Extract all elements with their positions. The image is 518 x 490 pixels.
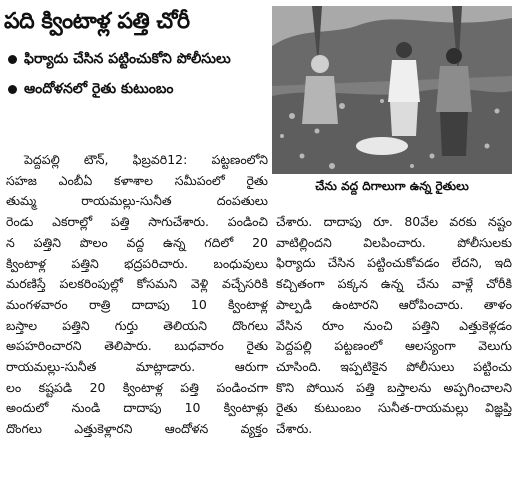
bullet-item (4, 48, 266, 70)
farmers-photo (272, 6, 512, 174)
bullet-list (4, 48, 266, 108)
body-line: కొని పోయిన పత్తి బస్తాలను అప్పగించాలని (276, 379, 512, 395)
body-line: రాయమల్లు-సునీత మాట్లాడారు. ఆరుగా (6, 359, 268, 375)
body-line: వాటిల్లిందని విలపించారు. పోలీసులకు (276, 234, 512, 250)
article-body-left-column (6, 150, 268, 440)
headline: పది క్వింటాళ్ల పత్తి చోరీ (4, 9, 190, 34)
body-line: దొంగలు ఎత్తుకెళ్లారని ఆందోళన వ్యక్తం (6, 421, 268, 437)
body-line: సహజ ఎంబీఏ కళాశాల సమీపంలో రైతు (6, 172, 268, 188)
body-line: పెద్దపల్లి పట్టణంలో ఆలస్యంగా వెలుగు (276, 338, 512, 354)
bullet-item (4, 78, 266, 100)
body-line: అపహరించారని తెలిపారు. బుధవారం రైతు (6, 338, 268, 354)
body-line: రైతు కుటుంబం సునీత-రాయమల్లు విజ్ఞప్తి (276, 400, 512, 416)
bullet-dot-icon (8, 85, 17, 94)
body-line: చేశారు. దాదాపు రూ. 80వేల వరకు నష్టం (276, 214, 512, 229)
body-line: న పత్తిని పొలం వద్ద ఉన్న గదిలో 20 (6, 234, 268, 250)
body-line: బస్తాల పత్తిని గుర్తు తెలియని దొంగలు (6, 317, 268, 333)
bullet-dot-icon (8, 55, 17, 64)
bullet-text: ఆందోళనలో రైతు కుటుంబం (24, 81, 174, 97)
body-line: మరణిస్తే పలకరింపుల్లో కోసమని వెళ్లి వచ్చేసరికి (6, 276, 268, 292)
body-line: క్వింటాళ్ల పత్తిని భద్రపరిచారు. బంధువులు (6, 255, 268, 271)
body-line: చూసింది. ఇప్పటికైన పోలీసులు పట్టించు (276, 358, 512, 374)
body-line: పెద్దపల్లి టౌన్, ఫిబ్రవరి12: పట్టణంలోని (24, 152, 268, 167)
body-line: కచ్చితంగా పక్కన ఉన్న చేను వాళ్లే చోరీకి (276, 276, 512, 292)
article-body-right-column (276, 212, 512, 440)
body-line: పాల్పడి ఉంటారని ఆరోపించారు. తాళం (276, 296, 512, 312)
body-line: అందులో నుండి దాదాపు 10 క్వింటాళ్లు (6, 400, 268, 416)
body-line: తుమ్మ రాయమల్లు-సునీత దంపతులు (6, 193, 268, 209)
bullet-text: ఫిర్యాదు చేసిన పట్టించుకోని పోలీసులు (24, 51, 231, 67)
body-line: చేశారు. (276, 421, 313, 437)
body-line: లం కష్టపడి 20 క్వింటాళ్ల పత్తి పండించగా (6, 379, 268, 395)
body-line: మంగళవారం రాత్రి దాదాపు 10 క్వింటాళ్ల (6, 296, 268, 312)
body-line: ఫిర్యాదు చేసిన పట్టించుకోవడం లేదని, ఇది (276, 255, 512, 271)
farmers-field-image (272, 6, 512, 174)
photo-caption: చేను వద్ద దిగాలుగా ఉన్న రైతులు (315, 179, 469, 193)
body-line: రెండు ఎకరాల్లో పత్తి సాగుచేశారు. పండించి (6, 214, 268, 230)
body-line: వేసిన రూం నుంచి పత్తిని ఎత్తుకెళ్లడం (276, 317, 512, 333)
